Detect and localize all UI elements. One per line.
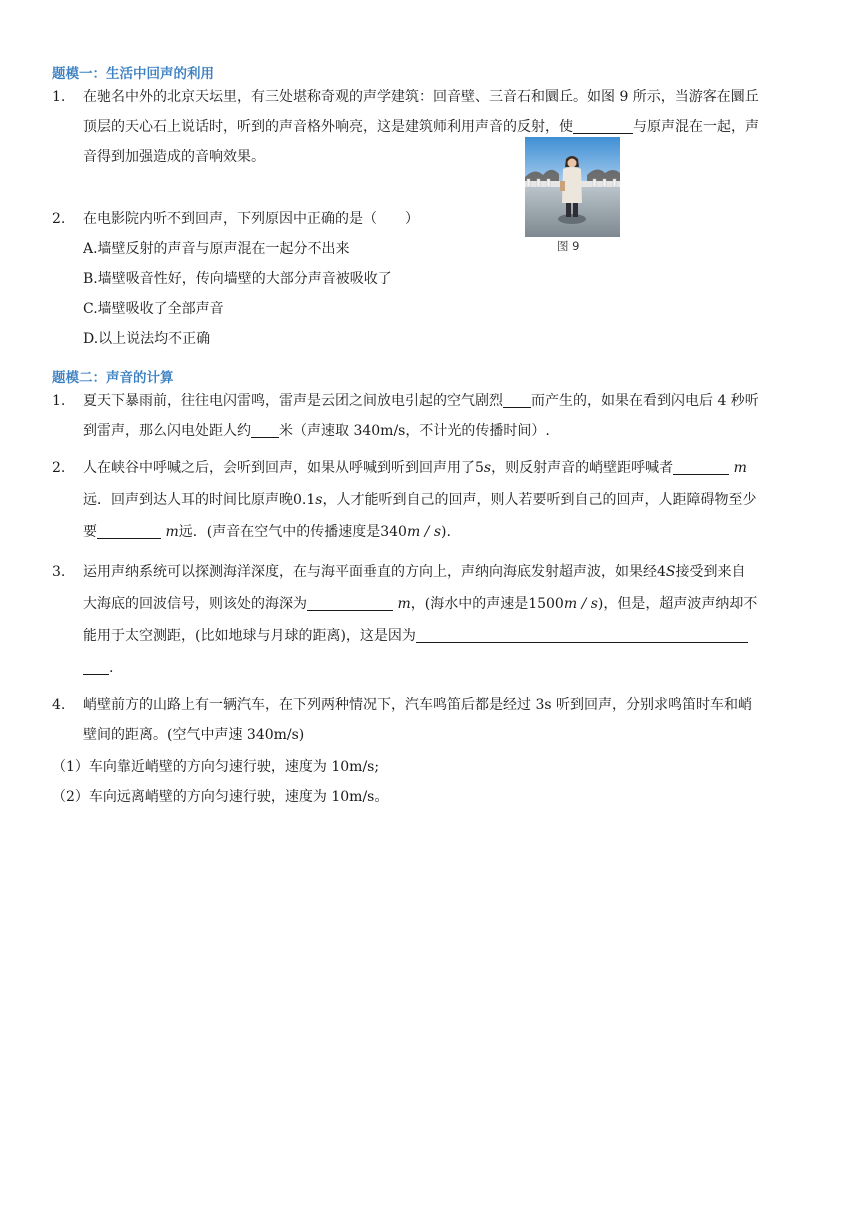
question-number: 2. — [52, 460, 66, 476]
question-number: 1. — [52, 89, 66, 105]
question-text: 与原声混在一起，声 — [633, 119, 759, 135]
question-text: 到雷声，那么闪电处距人约 — [83, 423, 251, 439]
answer-blank[interactable] — [83, 656, 109, 675]
question-number: 4. — [52, 697, 66, 713]
answer-blank[interactable] — [251, 419, 279, 438]
question-text: 能用于太空测距，(比如地球与月球的距离)，这是因为 — [83, 628, 416, 644]
question-text: 远．(声音在空气中的传播速度是 — [178, 524, 381, 540]
question-text: ). — [441, 524, 451, 540]
speed-value: 1500 — [528, 596, 564, 612]
speed-unit: m / s — [563, 596, 598, 612]
time-value: 5 — [475, 460, 484, 476]
time-value: 0.1 — [293, 492, 316, 508]
answer-blank[interactable] — [307, 592, 393, 611]
question-2-2 — [52, 452, 812, 548]
unit-m: m — [733, 460, 747, 476]
answer-blank[interactable] — [503, 389, 531, 408]
section-title-echo-use: 题模一：生活中回声的利用 — [52, 66, 214, 82]
question-text: 运用声纳系统可以探测海洋深度，在与海平面垂直的方向上，声纳向海底发射超声波，如果经 — [83, 564, 657, 580]
unit-S: S — [665, 564, 676, 580]
unit-s: s — [315, 492, 323, 508]
question-text: 人在峡谷中呼喊之后，会听到回声，如果从呼喊到听到回声用了 — [83, 460, 475, 476]
question-2-4 — [52, 690, 812, 750]
figure-caption: 图 9 — [557, 239, 580, 253]
question-text: 音得到加强造成的音响效果。 — [83, 149, 265, 165]
question-number: 3. — [52, 564, 66, 580]
question-stem: 在电影院内听不到回声，下列原因中正确的是（ ） — [83, 211, 419, 227]
question-2-3 — [52, 556, 812, 684]
question-text: . — [109, 660, 114, 676]
option-c[interactable]: C.墙壁吸收了全部声音 — [83, 301, 224, 317]
question-text: 夏天下暴雨前，往往电闪雷鸣，雷声是云团之间放电引起的空气剧烈 — [83, 393, 503, 409]
answer-blank[interactable] — [416, 624, 748, 643]
question-text: 要 — [83, 524, 97, 540]
option-b[interactable]: B.墙壁吸音性好，传向墙壁的大部分声音被吸收了 — [83, 271, 392, 287]
answer-blank[interactable] — [673, 456, 729, 475]
question-text: 峭壁前方的山路上有一辆汽车，在下列两种情况下，汽车鸣笛后都是经过 3s 听到回声，分别求鸣笛时车和峭 — [83, 697, 752, 713]
question-text: ，(海水中的声速是 — [410, 596, 529, 612]
question-1-2 — [52, 204, 812, 354]
question-text: 壁间的距离。(空气中声速 340m/s) — [83, 727, 305, 743]
option-a[interactable]: A.墙壁反射的声音与原声混在一起分不出来 — [83, 241, 350, 257]
unit-s: s — [483, 460, 492, 476]
question-text: 接受到来自 — [675, 564, 746, 580]
question-text: 在驰名中外的北京天坛里，有三处堪称奇观的声学建筑：回音壁、三音石和圜丘。如图 9 所示，当游客在圜丘 — [83, 89, 759, 105]
question-text: ，人才能听到自己的回声，则人若要听到自己的回声，人距障碍物至少 — [322, 492, 757, 508]
answer-blank[interactable] — [573, 115, 633, 134]
question-number: 1. — [52, 393, 66, 409]
question-text: 远．回声到达人耳的时间比原声晚 — [83, 492, 293, 508]
question-number: 2. — [52, 211, 66, 227]
question-2-1 — [52, 386, 812, 446]
unit-m: m — [397, 596, 411, 612]
question-1-1 — [52, 82, 812, 172]
speed-value: 340 — [380, 524, 407, 540]
question-text: )，但是，超声波声纳却不 — [597, 596, 758, 612]
question-text: 而产生的，如果在看到闪电后 4 秒听 — [531, 393, 759, 409]
sub-question-1: （1）车向靠近峭壁的方向匀速行驶，速度为 10m/s; — [52, 759, 380, 775]
question-text: 顶层的天心石上说话时，听到的声音格外响亮，这是建筑师利用声音的反射，使 — [83, 119, 573, 135]
section-title-sound-calculation: 题模二：声音的计算 — [52, 370, 174, 386]
question-text: ，则反射声音的峭壁距呼喊者 — [491, 460, 674, 476]
speed-unit: m / s — [406, 524, 442, 540]
sub-question-2: （2）车向远离峭壁的方向匀速行驶，速度为 10m/s。 — [52, 789, 389, 805]
unit-m: m — [165, 524, 179, 540]
time-value: 4 — [657, 564, 666, 580]
question-text: 米（声速取 340m/s，不计光的传播时间）. — [279, 423, 550, 439]
option-d[interactable]: D.以上说法均不正确 — [83, 331, 211, 347]
answer-blank[interactable] — [97, 520, 161, 539]
question-text: 大海底的回波信号，则该处的海深为 — [83, 596, 307, 612]
